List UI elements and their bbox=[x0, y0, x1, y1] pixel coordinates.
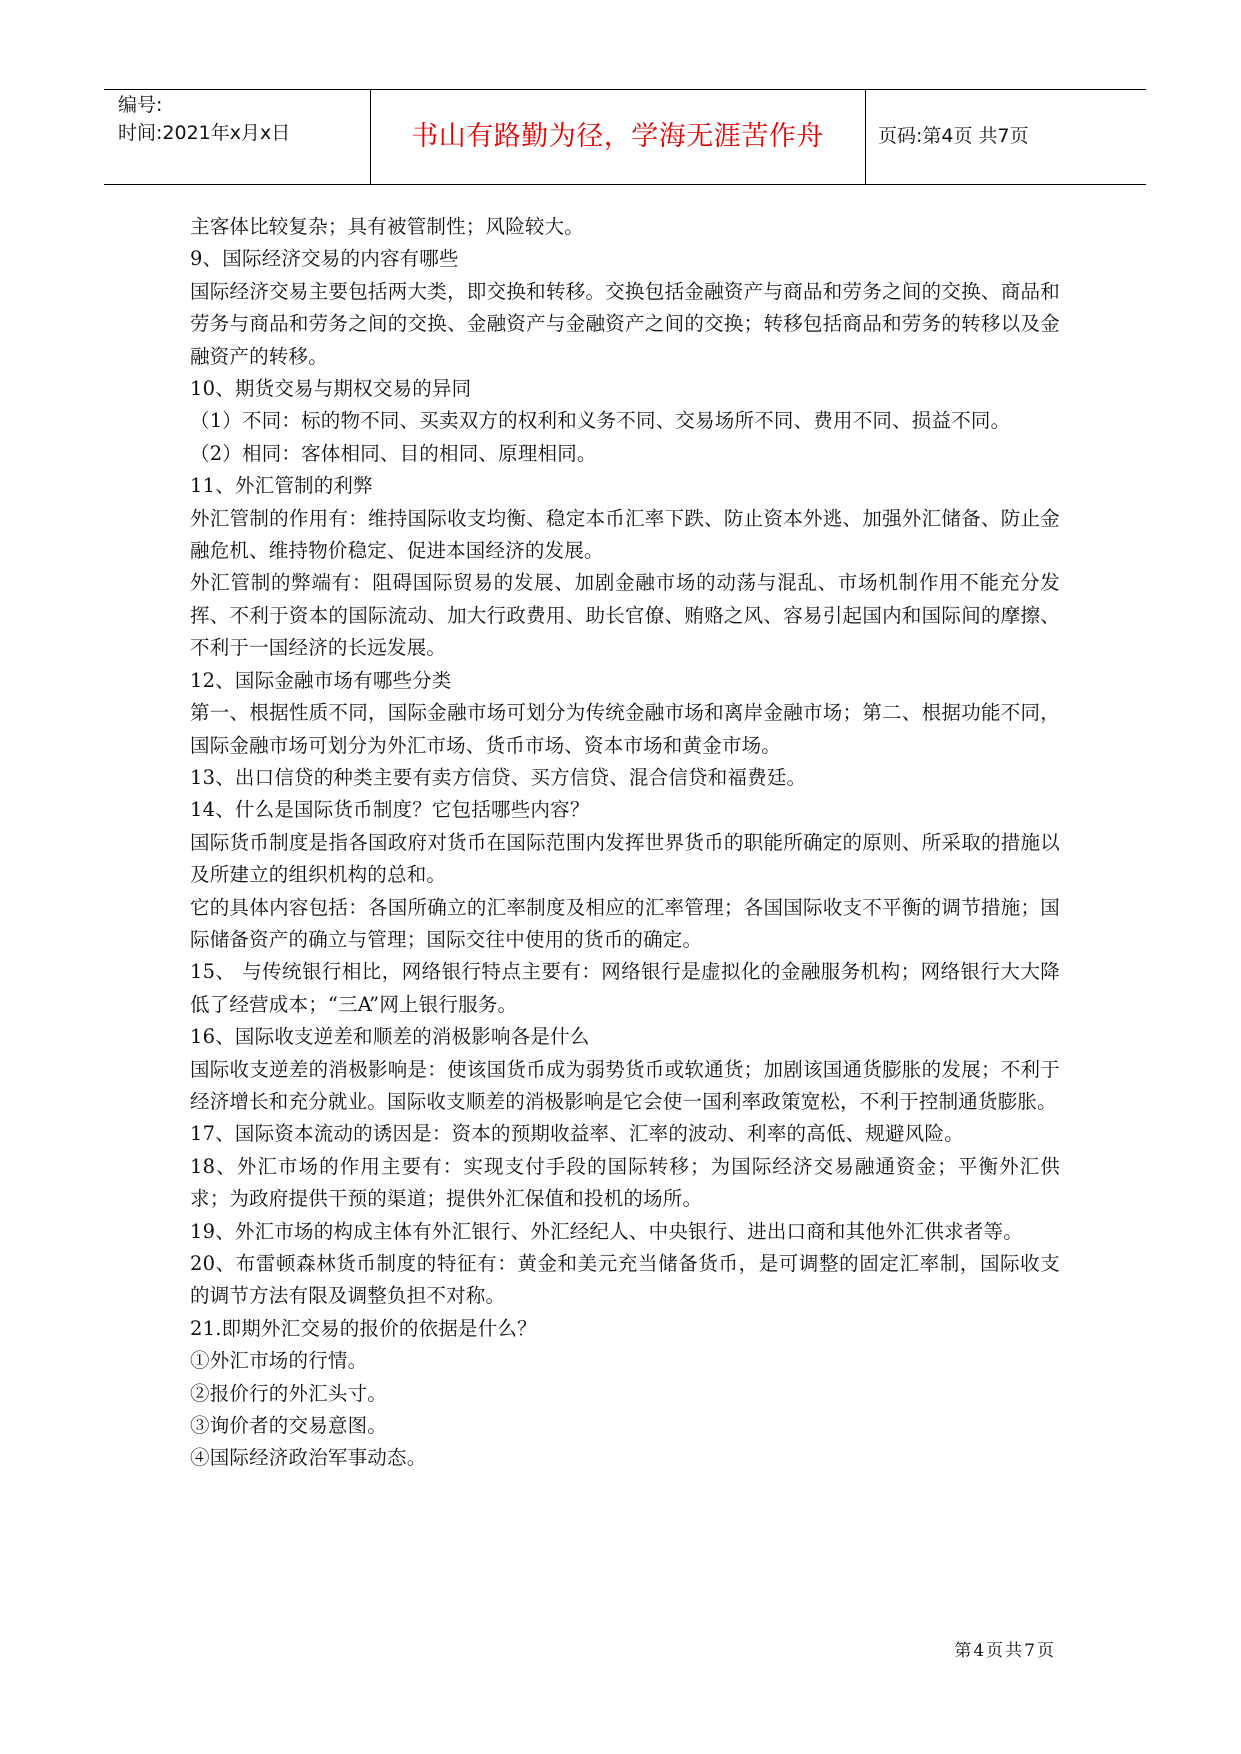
question-heading: 9、国际经济交易的内容有哪些 bbox=[190, 247, 459, 271]
list-item: ②报价行的外汇头寸。 bbox=[190, 1381, 388, 1405]
paragraph: 外汇管制的作用有：维持国际收支均衡、稳定本币汇率下跌、防止资本外逃、加强外汇储备、防止金融危机、维持物价稳定、促进本国经济的发展。 bbox=[190, 506, 1060, 563]
date-label: 时间:2021年x月x日 bbox=[118, 122, 291, 144]
question-heading: 14、什么是国际货币制度？它包括哪些内容？ bbox=[190, 798, 590, 822]
question-heading: 21.即期外汇交易的报价的依据是什么？ bbox=[190, 1316, 537, 1340]
list-item: ④国际经济政治军事动态。 bbox=[190, 1446, 427, 1470]
paragraph: 19、外汇市场的构成主体有外汇银行、外汇经纪人、中央银行、进出口商和其他外汇供求者等。 bbox=[190, 1219, 1023, 1243]
page-footer: 第4页共7页 bbox=[954, 1641, 1056, 1661]
paragraph: 13、出口信贷的种类主要有卖方信贷、买方信贷、混合信贷和福费廷。 bbox=[190, 765, 807, 789]
header-left-cell bbox=[104, 90, 371, 184]
paragraph: 20、布雷顿森林货币制度的特征有：黄金和美元充当储备货币，是可调整的固定汇率制，国际收支的调节方法有限及调整负担不对称。 bbox=[190, 1252, 1060, 1308]
header-right-cell bbox=[866, 90, 1146, 184]
list-item: ①外汇市场的行情。 bbox=[190, 1349, 368, 1373]
paragraph: 17、国际资本流动的诱因是：资本的预期收益率、汇率的波动、利率的高低、规避风险。 bbox=[190, 1122, 964, 1146]
question-heading: 16、国际收支逆差和顺差的消极影响各是什么 bbox=[190, 1025, 590, 1049]
paragraph: （1）不同：标的物不同、买卖双方的权利和义务不同、交易场所不同、费用不同、损益不同。 bbox=[190, 409, 1011, 433]
header-middle-cell bbox=[370, 90, 866, 184]
list-item: ③询价者的交易意图。 bbox=[190, 1414, 388, 1438]
question-heading: 10、期货交易与期权交易的异同 bbox=[190, 377, 472, 401]
paragraph: 主客体比较复杂；具有被管制性；风险较大。 bbox=[190, 215, 585, 238]
paragraph: 外汇管制的弊端有：阻碍国际贸易的发展、加剧金融市场的动荡与混乱、市场机制作用不能充分发挥、不利于资本的国际流动、加大行政费用、助长官僚、贿赂之风、容易引起国内和国际间的摩擦、不利于一国经济的长远发展。 bbox=[190, 571, 1060, 660]
document-header bbox=[104, 89, 1146, 185]
paragraph: 国际货币制度是指各国政府对货币在国际范围内发挥世界货币的职能所确定的原则、所采取的措施以及所建立的组织机构的总和。 bbox=[190, 830, 1060, 887]
paragraph: 国际经济交易主要包括两大类，即交换和转移。交换包括金融资产与商品和劳务之间的交换、商品和劳务与商品和劳务之间的交换、金融资产与金融资产之间的交换；转移包括商品和劳务的转移以及金融资产的转移。 bbox=[190, 279, 1060, 368]
paragraph: 国际收支逆差的消极影响是：使该国货币成为弱势货币或软通货；加剧该国通货膨胀的发展；不利于经济增长和充分就业。国际收支顺差的消极影响是它会使一国利率政策宽松，不利于控制通货膨胀。 bbox=[190, 1057, 1060, 1113]
header-page-code: 页码:第4页 共7页 bbox=[878, 125, 1029, 147]
paragraph: 18、外汇市场的作用主要有：实现支付手段的国际转移；为国际经济交易融通资金；平衡外汇供求；为政府提供干预的渠道；提供外汇保值和投机的场所。 bbox=[190, 1154, 1060, 1211]
paragraph: 第一、根据性质不同，国际金融市场可划分为传统金融市场和离岸金融市场；第二、根据功能不同，国际金融市场可划分为外汇市场、货币市场、资本市场和黄金市场。 bbox=[190, 701, 1060, 757]
document-body bbox=[190, 211, 1060, 1475]
paragraph: 15、 与传统银行相比，网络银行特点主要有：网络银行是虚拟化的金融服务机构；网络银行大大降低了经营成本；“三A”网上银行服务。 bbox=[190, 960, 1060, 1016]
question-heading: 11、外汇管制的利弊 bbox=[190, 474, 373, 498]
header-slogan: 书山有路勤为径，学海无涯苦作舟 bbox=[411, 121, 824, 152]
question-heading: 12、国际金融市场有哪些分类 bbox=[190, 668, 452, 692]
paragraph: 它的具体内容包括：各国所确立的汇率制度及相应的汇率管理；各国国际收支不平衡的调节措施；国际储备资产的确立与管理；国际交往中使用的货币的确定。 bbox=[190, 895, 1060, 951]
serial-number-label: 编号: bbox=[118, 94, 163, 116]
paragraph: （2）相同：客体相同、目的相同、原理相同。 bbox=[190, 441, 597, 465]
